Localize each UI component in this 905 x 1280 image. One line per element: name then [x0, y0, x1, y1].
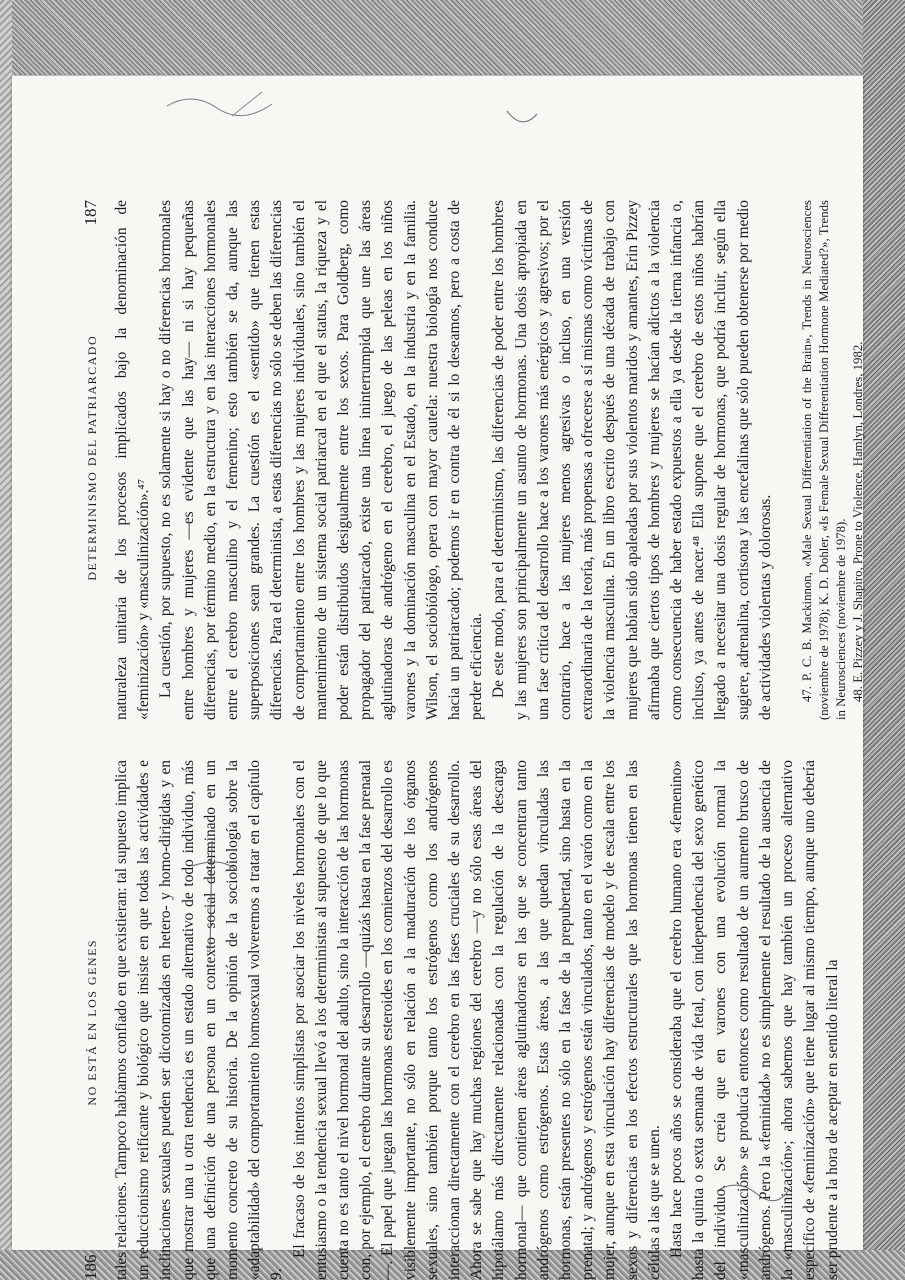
- left-running-title: NO ESTÁ EN LOS GENES: [85, 938, 99, 1106]
- left-paragraph-1: tales relaciones. Tampoco habíamos confiado en que existieran: tal supuesto implica un reduccionismo reificante y biológico que insiste en que todas las actividades e inclinaciones sexuales pueden ser dicotomizadas en hetero- y homo-dirigidas y en que mostrar una u otra tendencia es un estado alternativo de todo individuo, más que una definición de una persona en un contexto social determinado en un momento concreto de su historia. De la opinión de la sociobiología sobre la «adaptabilidad» del comportamiento homosexual volveremos a tratar en el capítulo 9.: [113, 760, 286, 1280]
- left-paragraph-2: El fracaso de los intentos simplistas por asociar los niveles hormonales con el entusiasmo o la tendencia sexual llevó a los deterministas al supuesto de que lo que cuenta no es tanto el nivel hormonal del adulto, sino la interacción de las hormonas con, por ejemplo, el cerebro durante su desarrollo —quizás hasta en la fase prenatal—. El papel que juegan las hormonas esteroides en los comienzos del desarrollo es visiblemente importante, no sólo en relación a la maduración de los órganos sexuales, sino también porque tanto los estrógenos como los andrógenos interaccionan directamente con el cerebro en las fases cruciales de su desarrollo. Ahora se sabe que hay muchas regiones del cerebro —y no sólo esas áreas del hipotálamo más directamente relacionadas con la regulación de la descarga hormonal— que contienen áreas aglutinadoras en las que se concentran tanto andrógenos como estrógenos. Estas áreas, a las que quedan vinculadas las hormonas, están presentes no sólo en la fase de la prepubertad, sino hasta en la prenatal; y andrógenos y estrógenos están vinculados, tanto en el varón como en la mujer, aunque en esta vinculación hay diferencias de modelo y de escala entre los sexos y diferencias en los efectos estructurales que las hormonas tienen en las células a las que se unen.: [290, 760, 663, 1280]
- left-paragraph-3: Hasta hace pocos años se consideraba que el cerebro humano era «femenino» hasta la quinta o sexta semana de vida fetal, con independencia del sexo genético del individuo. Se creía que en varones con una evolución normal la «masculinización» se producía entonces como resultado de un aumento brusco de andrógenos. Pero la «feminidad» no es simplemente el resultado de la ausencia de la «masculinización»; ahora sabemos que hay también un proceso alternativo específico de «feminización» que tiene lugar al mismo tiempo, aunque uno debería ser prudente a la hora de aceptar en sentido literal la: [668, 760, 841, 1280]
- pencil-mark-bottom: [712, 1176, 792, 1206]
- footnote-48: 48. E. Pizzey y J. Shapiro, Prone to Violence, Hamlyn, Londres, 1982.: [851, 341, 866, 702]
- right-page: [81, 200, 866, 720]
- scanner-right-margin: [863, 0, 905, 1280]
- book-spread: [81, 200, 866, 1280]
- pencil-mark-bracket: [502, 106, 542, 136]
- footnote-47: 47. P. C. B. Mackinnon, «Male Sexual Differentiation of the Brain», Trends in Neurosciences (noviembre de 1978); K. D. Dohler, «Is Female Sexual Differentiation Hormone Mediated?», Trends in Neurosciences (noviembre de 1978).: [800, 200, 849, 720]
- right-paragraph-1: naturaleza unitaria de los procesos implicados bajo la denominación de «feminización» y «masculinización».⁴⁷: [113, 200, 153, 720]
- scanner-top-margin: [0, 0, 905, 75]
- right-paragraph-3: De este modo, para el determinismo, las diferencias de poder entre los hombres y las mujeres son principalmente un asunto de hormonas. Una dosis apropiada en una fase crítica del desarrollo hace a los varones más enérgicos y agresivos; por el contrario, hace a las mujeres menos agresivas o incluso, en una versión extraordinaria de la teoría, más propensas a ofrecerse a sí mismas como víctimas de la violencia masculina. En un libro escrito después de una década de trabajo con mujeres que habían sido apaleadas por sus violentos maridos y amantes, Erin Pizzey afirmaba que ciertos tipos de hombres y mujeres se hacían adictos a la violencia como consecuencia de haber estado expuestos a ella ya desde la tierna infancia o, incluso, ya antes de nacer.⁴⁸ Ella supone que el cerebro de estos niños habrían llegado a necesitar una dosis regular de hormonas, que podría incluir, según ella sugiere, adrenalina, cortisona y las encefalinas que sólo pueden obtenerse por medio de actividades violentas y dolorosas.: [490, 200, 774, 720]
- scanned-sheet: [12, 76, 866, 1280]
- footnotes: [799, 200, 867, 720]
- pencil-scribble-top: [162, 86, 282, 126]
- scanner-left-margin: [0, 0, 12, 1280]
- right-paragraph-2: La cuestión, por supuesto, no es solamente si hay o no diferencias hormonales entre hombres y mujeres —es evidente que las hay— ni si hay pequeñas diferencias, por término medio, en la estructura y en las interacciones hormonales entre el cerebro masculino y el femenino; esto también se da, aunque las superposiciones sean grandes. La cuestión es el «sentido» que tienen estas diferencias. Para el determinista, a estas diferencias no sólo se deben las diferencias de comportamiento entre los hombres y las mujeres individuales, sino también el mantenimiento de un sistema social patriarcal en el que el status, la riqueza y el poder están distribuidos desigualmente entre los sexos. Para Goldberg, como propagador del patriarcado, existe una línea ininterrumpida que une las áreas aglutinadoras de andrógeno en el cerebro, el juego de las peleas en los niños varones y la dominación masculina en el Estado, en la industria y en la familia. Wilson, el sociobiólogo, opera con mayor cautela: nuestra biología nos conduce hacia un patriarcado; podemos ir en contra de él si lo deseamos, pero a costa de perder eficiencia.: [157, 200, 486, 720]
- left-running-head: [81, 760, 111, 1280]
- left-page-number: 186: [81, 1254, 100, 1280]
- right-page-number: 187: [81, 200, 100, 226]
- right-running-head: [81, 200, 111, 720]
- pencil-margin-line: [182, 836, 242, 956]
- right-running-title: DETERMINISMO DEL PATRIARCADO: [85, 334, 99, 581]
